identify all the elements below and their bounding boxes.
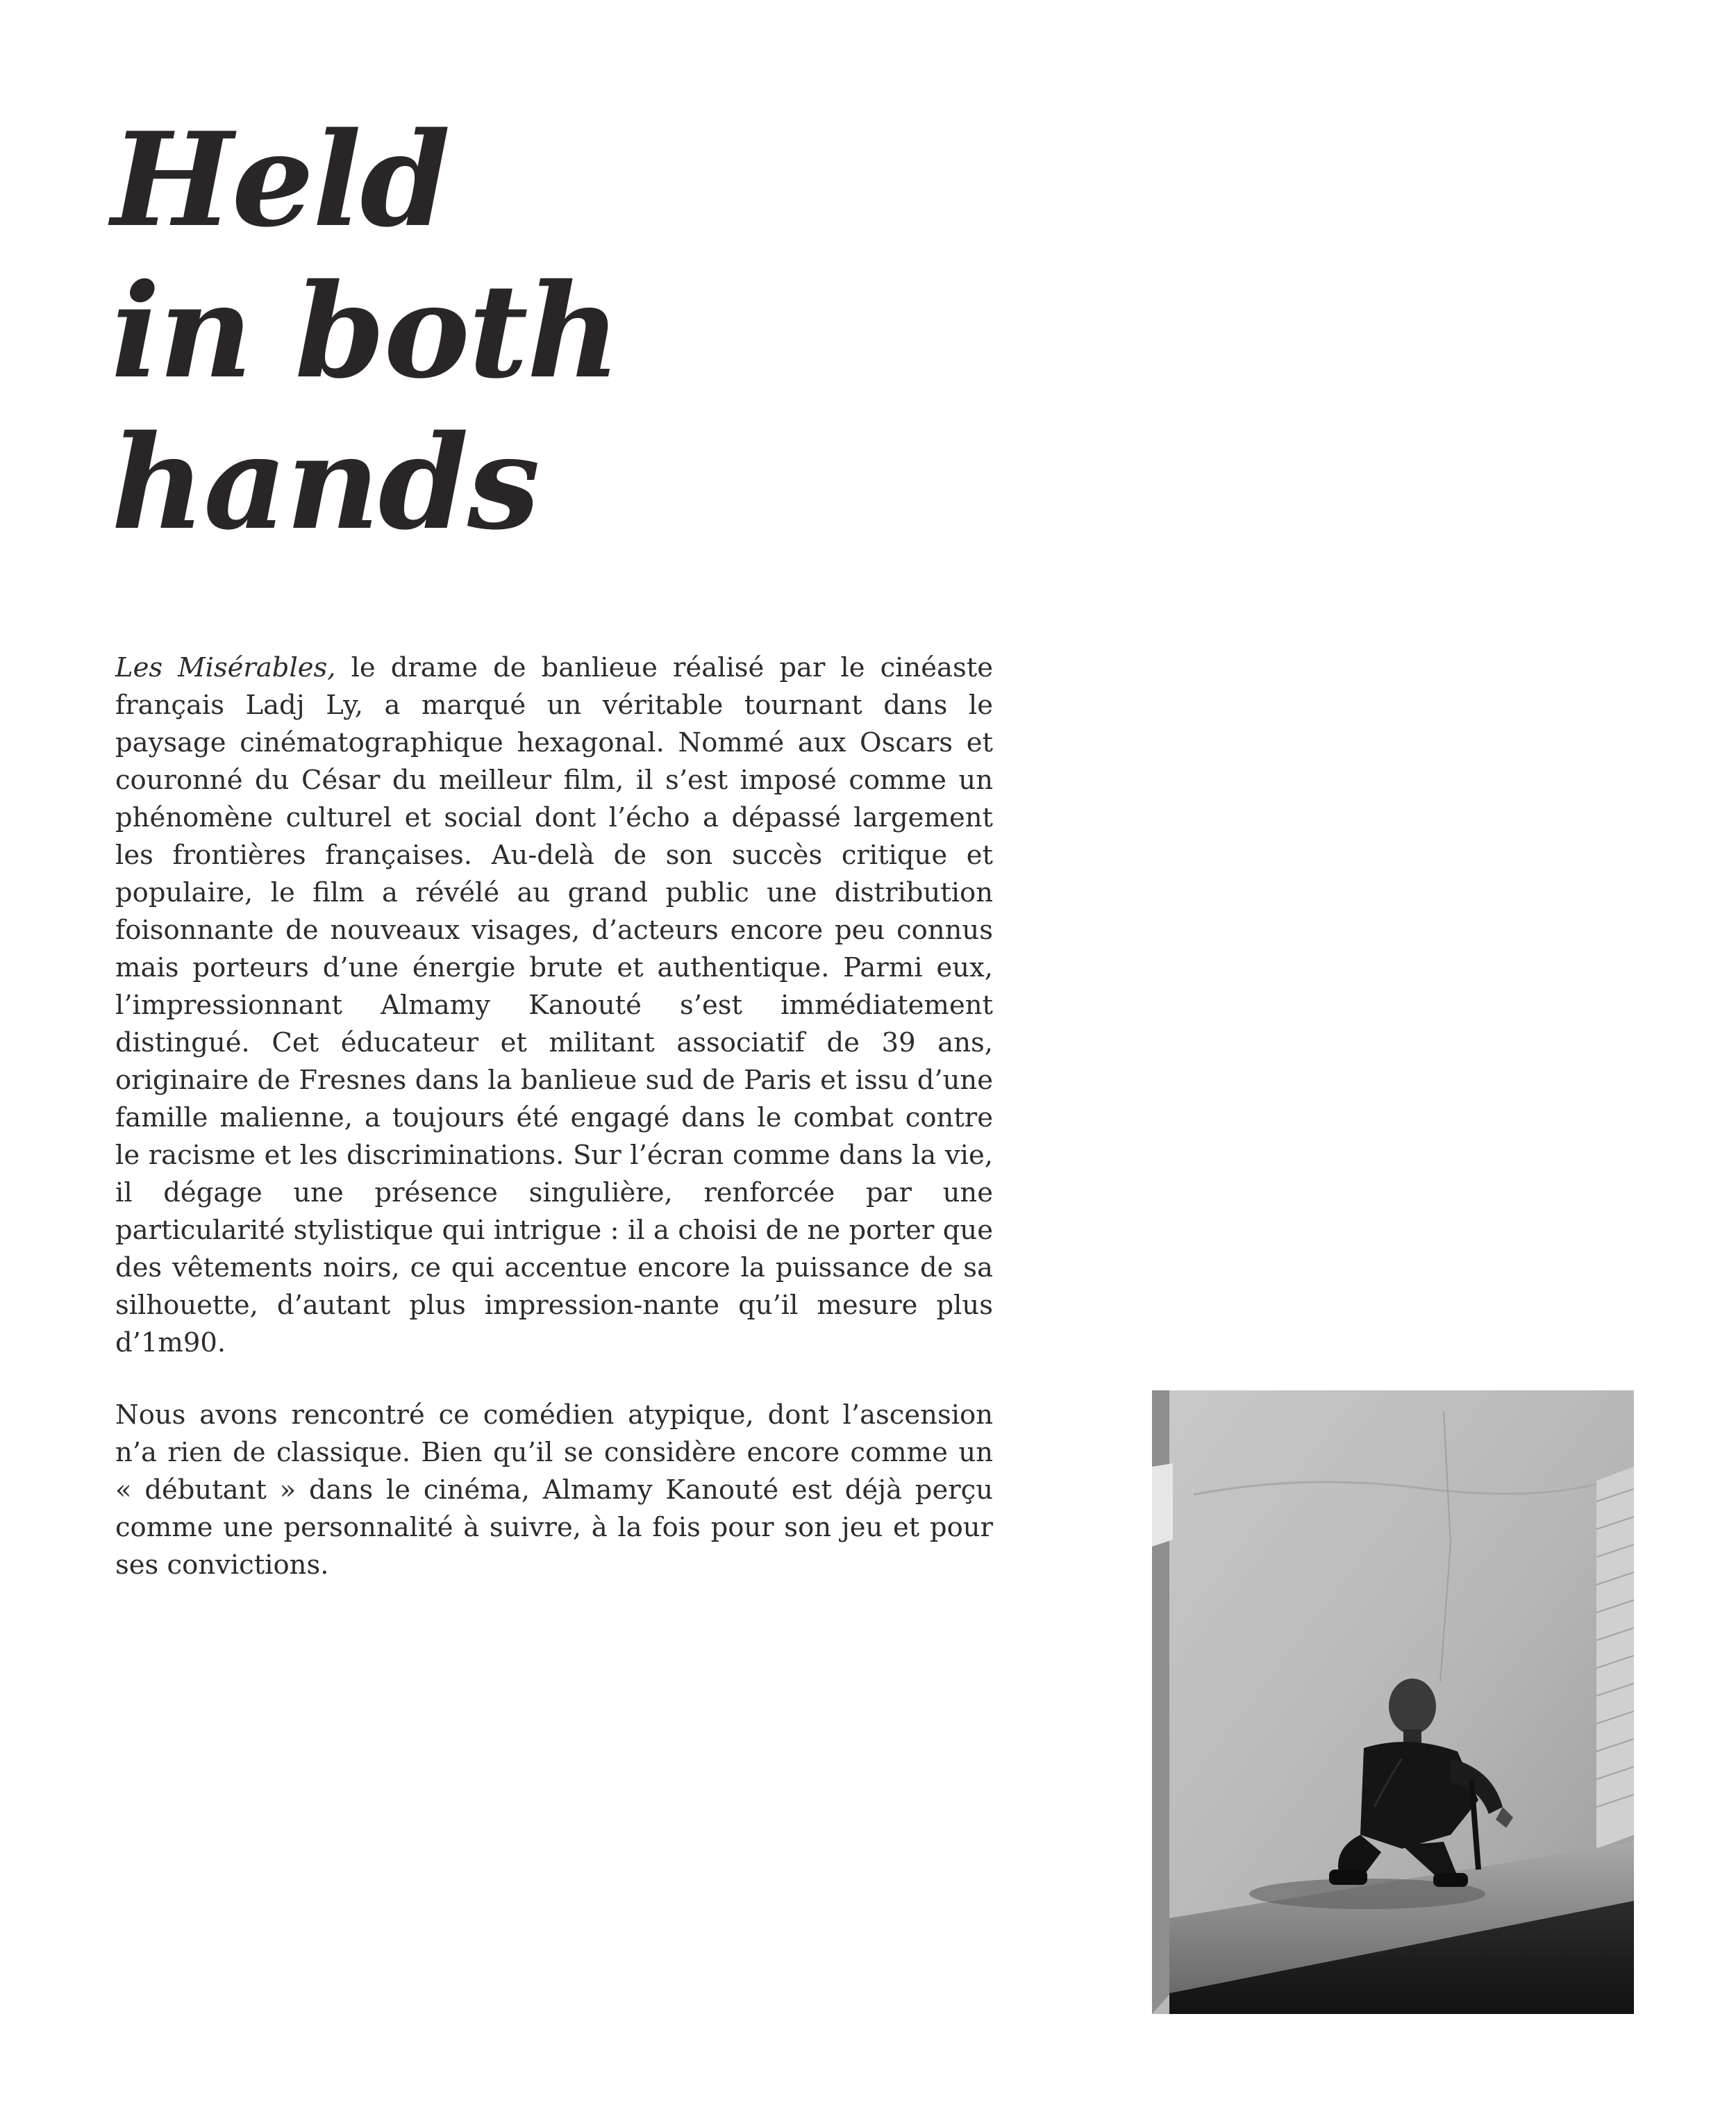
- headline-line-1: Held: [111, 103, 449, 256]
- article-paragraph-1: [115, 649, 993, 1362]
- article-headline: [111, 104, 619, 558]
- film-title: Les Misérables,: [115, 652, 336, 683]
- portrait-photo-illustration: [1152, 1390, 1634, 2014]
- article-body: [115, 649, 993, 1584]
- left-window-highlight: [1152, 1463, 1173, 1547]
- article-paragraph-2: Nous avons rencontré ce comédien atypique, dont l’ascension n’a rien de classique. Bien qu’il se considère encore comme un « débutant » dans le cinéma, Almamy Kanouté est déjà perçu comme une personnalité à suivre, à la fois pour son jeu et pour ses convictions.: [115, 1399, 993, 1581]
- headline-line-3: hands: [111, 406, 539, 558]
- paragraph-1-text: le drame de banlieue réalisé par le cinéaste français Ladj Ly, a marqué un véritable tournant dans le paysage cinématographique hexagonal. Nommé aux Oscars et couronné du César du meilleur film, il s’est imposé comme un phénomène culturel et social dont l’écho a dépassé largement les frontières françaises. Au-delà de son succès critique et populaire, le film a révélé au grand public une distribution foisonnante de nouveaux visages, d’acteurs encore peu connus mais porteurs d’une énergie brute et authentique. Parmi eux, l’impressionnant Almamy Kanouté s’est immédiatement distingué. Cet éducateur et militant associatif de 39 ans, originaire de Fresnes dans la banlieue sud de Paris et issu d’une famille malienne, a toujours été engagé dans le combat contre le racisme et les discriminations. Sur l’écran comme dans la vie, il dégage une présence singulière, renforcée par une particularité stylistique qui intrigue : il a choisi de ne porter que des vêtements noirs, ce qui accentue encore la puissance de sa silhouette, d’autant plus impression-nante qu’il mesure plus d’1m90.: [115, 652, 994, 1358]
- portrait-photo: [1152, 1390, 1634, 2014]
- headline-line-2: in both: [111, 255, 619, 407]
